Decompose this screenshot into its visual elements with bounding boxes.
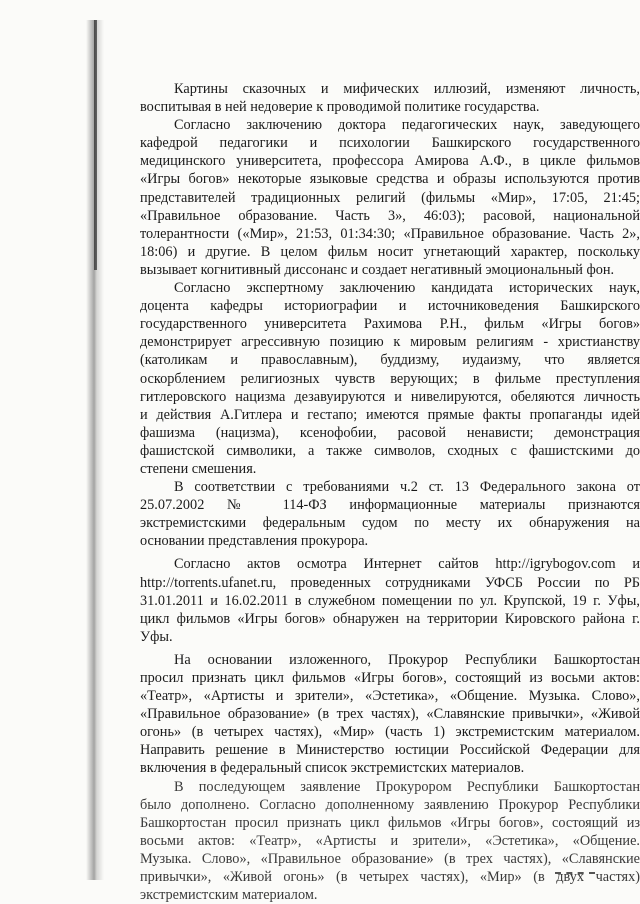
text-line: просил признать цикл фильмов «Игры богов», состоящий из восьми актов: (140, 670, 640, 686)
text-line: «Правильное образование» (в трех частях), «Славянские привычки», «Живой (140, 706, 640, 723)
text-line: воспитывая в ней недоверие к проводимой политике государства. (140, 99, 540, 116)
text-line: На основании изложенного, Прокурор Республики Башкортостан (174, 651, 640, 668)
text-line: 31.01.2011 и 16.02.2011 в служебном помещении по ул. Крупской, 19 г. Уфы, (140, 592, 640, 609)
text-line: Согласно актов осмотра Интернет сайтов http://igrybogov.com и (174, 556, 640, 573)
text-line: оскорблением религиозных чувств верующих; в фильме преступления (140, 370, 640, 387)
page-footer-mark (555, 872, 595, 876)
text-line: экстремистским материалом. (140, 887, 318, 904)
text-line: медицинского университета, профессора Амирова А.Ф., в цикле фильмов (140, 153, 640, 170)
text-line: представителей традиционных религий (фильмы «Мир», 17:05, 21:45; (140, 189, 640, 206)
text-line: 25.07.2002 № 114-ФЗ информационные материалы признаются (140, 497, 640, 514)
text-line: основании представления прокурора. (140, 533, 369, 550)
text-line: демонстрирует агрессивную позицию к мировым религиям - христианству (140, 334, 640, 351)
text-line: кафедрой педагогики и психологии Башкирского государственного (140, 135, 640, 152)
text-line: «Театр», «Артисты и зрители», «Эстетика», «Общение. Музыка. Слово», (140, 688, 640, 705)
text-line: 18:06) и другие. В целом фильм носит угнетающий характер, поскольку (140, 243, 640, 260)
text-line: http://torrents.ufanet.ru, проведенных сотрудниками УФСБ России по РБ (140, 574, 640, 591)
text-line: Согласно заключению доктора педагогических наук, заведующего (174, 117, 640, 134)
text-line: экстремистскими федеральным судом по месту их обнаружения на (140, 515, 640, 532)
text-line: Направить решение в Министерство юстиции Российской Федерации для (140, 742, 640, 759)
text-line: фашизма (нацизма), ксенофобии, расовой ненависти; демонстрация (140, 424, 640, 441)
document-body (140, 80, 640, 904)
text-line: было дополнено. Согласно дополненному заявлению Прокурор Республики (140, 796, 640, 813)
text-line: толерантности («Мир», 21:53, 01:34:30; «Правильное образование. Часть 2», (140, 225, 640, 242)
text-line: Согласно экспертному заключению кандидата исторических наук, (174, 280, 640, 297)
text-line: фашистской символики, а также символов, сходных с фашистскими до (140, 442, 640, 459)
text-line: В последующем заявление Прокурором Республики Башкортостан (174, 778, 640, 795)
text-line: Музыка. Слово», «Правильное образование» (в трех частях), «Славянские (140, 850, 640, 867)
text-line: вызывает когнитивный диссонанс и создает негативный эмоциональный фон. (140, 261, 615, 278)
text-line: огонь» (в четырех частях), «Мир» (часть 1) экстремистским материалом. (140, 724, 640, 741)
text-line: гитлеровского нацизма дезавуируются и нивелируются, обеляются личность (140, 388, 640, 405)
text-line: степени смешения. (140, 460, 257, 477)
text-line: Картины сказочных и мифических иллюзий, изменяют личность, (174, 81, 640, 97)
text-line: и действия А.Гитлера и гестапо; имеются прямые факты пропаганды идей (140, 406, 640, 423)
binding-edge-mark (94, 20, 97, 270)
text-line: восьми актов: «Театр», «Артисты и зрители», «Эстетика», «Общение. (140, 832, 640, 849)
text-line: доцента кафедры историографии и источниковедения Башкирского (140, 298, 640, 315)
text-line: включения в федеральный список экстремистских материалов. (140, 760, 525, 777)
text-line: В соответствии с требованиями ч.2 ст. 13 Федерального закона от (174, 479, 640, 496)
text-line: «Правильное образование. Часть 3», 46:03); расовой, национальной (140, 207, 640, 224)
text-line: «Игры богов» некоторые языковые средства и образы используются против (140, 171, 640, 188)
text-line: цикл фильмов «Игры богов» обнаружен на территории Кировского района г. (140, 610, 640, 627)
text-line: государственного университета Рахимова Р.Н., фильм «Игры богов» (140, 316, 640, 333)
text-line: привычки», «Живой огонь» (в четырех частях), «Мир» (в двух частях) (140, 869, 640, 886)
text-line: (католикам и православным), буддизму, иудаизму, что является (140, 352, 640, 369)
text-line: Уфы. (140, 628, 173, 645)
text-line: Башкортостан просил признать цикл фильмов «Игры богов», состоящий из (140, 814, 640, 831)
